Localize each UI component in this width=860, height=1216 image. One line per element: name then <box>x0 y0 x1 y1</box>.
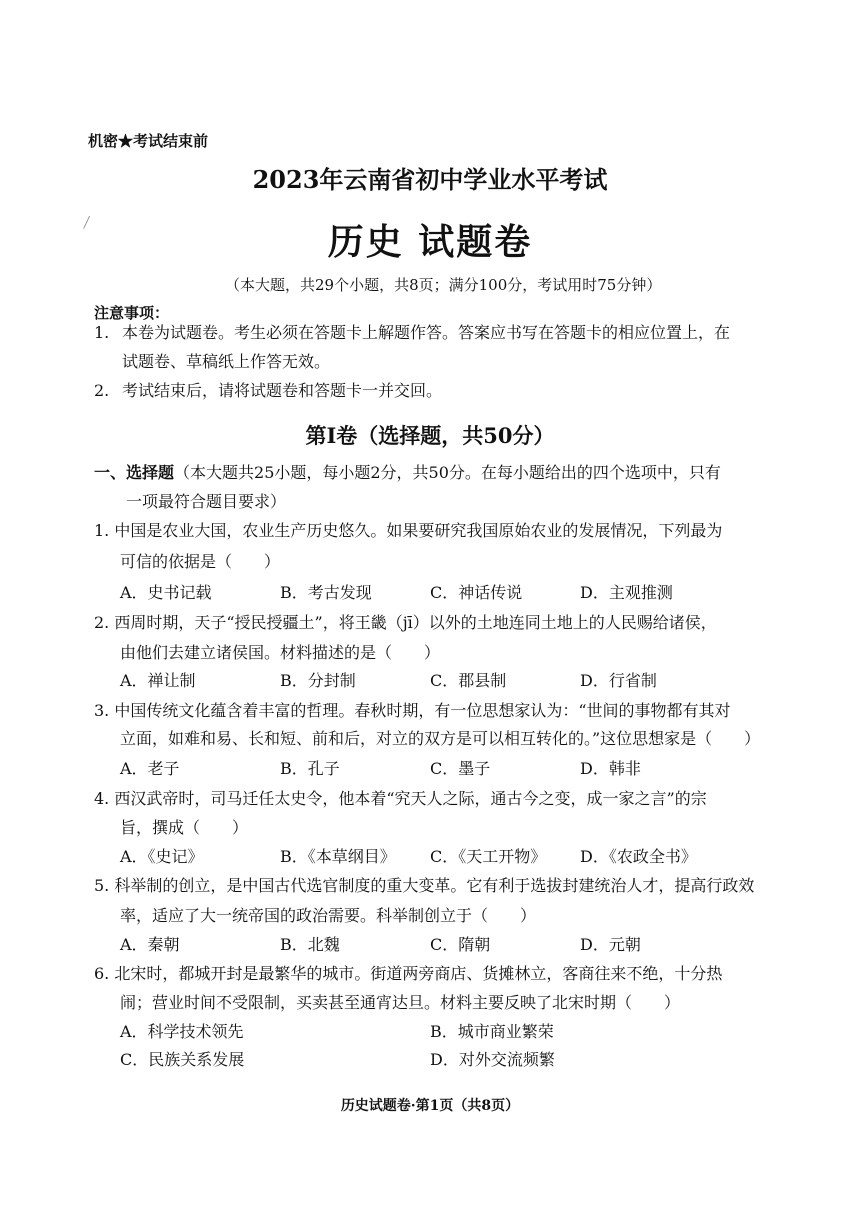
option-c: C．《天工开物》 <box>430 847 547 866</box>
question-number: 3. <box>94 701 110 720</box>
notice-item-text: 试题卷、草稿纸上作答无效。 <box>122 352 331 371</box>
option-c: C．墨子 <box>430 759 491 778</box>
question-text: 旨，撰成（ ） <box>120 818 249 837</box>
question-text: 中国传统文化蕴含着丰富的哲理。春秋时期，有一位思想家认为：“世间的事物都有其对 <box>114 701 731 720</box>
question-text: 北宋时，都城开封是最繁华的城市。街道两旁商店、货摊林立，客商往来不绝，十分热 <box>114 964 723 983</box>
question-6 <box>94 961 722 984</box>
option-b: B．北魏 <box>280 935 340 954</box>
option-a: A．科学技术领先 <box>120 1022 244 1041</box>
question-number: 6. <box>94 964 110 983</box>
notice-item-number: 1. <box>94 323 110 342</box>
part-description-cont: 一项最符合题目要求） <box>126 492 287 511</box>
question-number: 1. <box>94 521 110 540</box>
option-d: D．主观推测 <box>580 583 673 602</box>
notice-item-number: 2. <box>94 381 110 400</box>
question-text: 率，适应了大一统帝国的政治需要。科举制创立于（ ） <box>120 906 537 925</box>
option-d: D．《农政全书》 <box>580 847 697 866</box>
part-description: （本大题共25小题，每小题2分，共50分。在每小题给出的四个选项中，只有 <box>174 463 721 482</box>
question-text: 西周时期，天子“授民授疆土”，将王畿（jī）以外的土地连同土地上的人民赐给诸侯， <box>114 613 717 632</box>
option-d: D．元朝 <box>580 935 641 954</box>
option-a: A．《史记》 <box>120 847 204 866</box>
question-text: 西汉武帝时，司马迁任太史令，他本着“究天人之际，通古今之变，成一家之言”的宗 <box>114 789 707 808</box>
option-d: D．韩非 <box>580 759 641 778</box>
question-5 <box>94 873 754 896</box>
option-c: C．隋朝 <box>430 935 491 954</box>
option-a: A．禅让制 <box>120 671 196 690</box>
exam-title: 2023年云南省初中学业水平考试 <box>252 165 608 194</box>
option-c: C．民族关系发展 <box>120 1050 245 1069</box>
question-4 <box>94 786 707 809</box>
question-3 <box>94 698 731 721</box>
question-number: 2. <box>94 613 110 632</box>
option-d: D．行省制 <box>580 671 657 690</box>
part-label: 一、选择题 <box>94 463 175 482</box>
exam-instructions: （本大题，共29个小题，共8页；满分100分，考试用时75分钟） <box>225 276 662 294</box>
option-a: A．老子 <box>120 759 180 778</box>
exam-subtitle: 历史 试题卷 <box>327 221 533 263</box>
option-c: C．神话传说 <box>430 583 523 602</box>
question-2 <box>94 610 717 633</box>
option-a: A．秦朝 <box>120 935 180 954</box>
page-footer: 历史试题卷·第1页（共8页） <box>340 1098 520 1114</box>
question-text: 立面，如难和易、长和短、前和后，对立的双方是可以相互转化的。”这位思想家是（ ） <box>120 729 761 748</box>
question-1 <box>94 518 722 541</box>
confidential-label: 机密★考试结束前 <box>88 132 209 150</box>
part-heading <box>94 458 774 516</box>
notice-item <box>94 376 764 405</box>
option-b: B．考古发现 <box>280 583 372 602</box>
question-number: 4. <box>94 789 110 808</box>
question-text: 中国是农业大国，农业生产历史悠久。如果要研究我国原始农业的发展情况，下列最为 <box>114 521 723 540</box>
option-b: B．《本草纲目》 <box>280 847 396 866</box>
section-title: 第Ⅰ卷（选择题，共50分） <box>305 423 555 448</box>
question-text: 闹；营业时间不受限制，买卖甚至通宵达旦。材料主要反映了北宋时期（ ） <box>120 993 681 1012</box>
question-text: 可信的依据是（ ） <box>120 552 281 571</box>
option-c: C．郡县制 <box>430 671 507 690</box>
option-a: A．史书记载 <box>120 583 212 602</box>
option-b: B．城市商业繁荣 <box>430 1022 554 1041</box>
notice-item <box>94 318 764 376</box>
question-text: 由他们去建立诸侯国。材料描述的是（ ） <box>120 643 441 662</box>
option-d: D．对外交流频繁 <box>430 1050 555 1069</box>
option-b: B．孔子 <box>280 759 340 778</box>
notice-item-text: 本卷为试题卷。考生必须在答题卡上解题作答。答案应书写在答题卡的相应位置上，在 <box>122 323 731 342</box>
question-text: 科举制的创立，是中国古代选官制度的重大变革。它有利于选拔封建统治人才，提高行政效 <box>114 876 755 895</box>
notice-item-text: 考试结束后，请将试题卷和答题卡一并交回。 <box>122 381 443 400</box>
notice-heading: 注意事项： <box>94 304 170 322</box>
question-number: 5. <box>94 876 110 895</box>
option-b: B．分封制 <box>280 671 356 690</box>
